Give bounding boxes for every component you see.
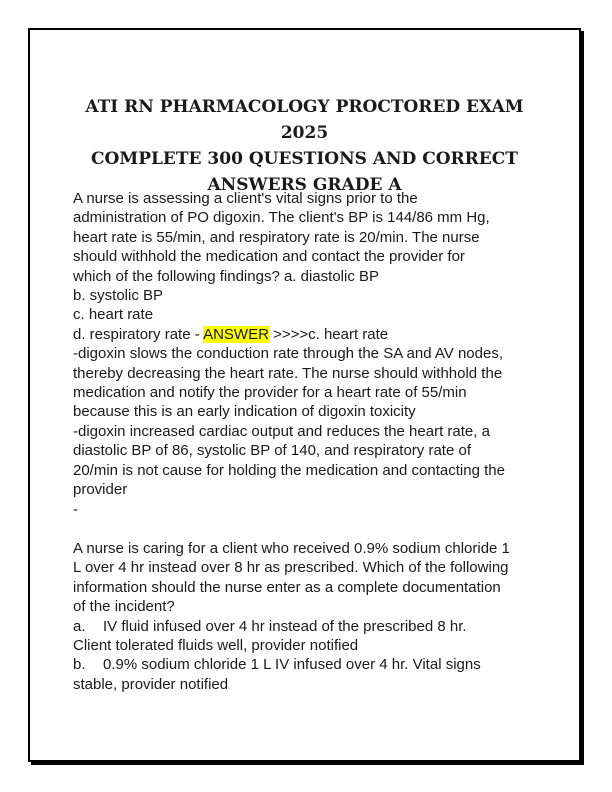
- question-stem-line: should withhold the medication and contact the provider for: [73, 248, 465, 266]
- option-letter: a.: [73, 617, 86, 635]
- question-stem-line: information should the nurse enter as a complete documentation: [73, 578, 501, 596]
- document-title: [30, 94, 579, 198]
- question-stem-line: of the incident?: [73, 598, 175, 616]
- option-a: [73, 617, 543, 636]
- rationale-line: -digoxin slows the conduction rate through the SA and AV nodes,: [73, 345, 504, 363]
- rationale-line: because this is an early indication of digoxin toxicity: [73, 403, 416, 421]
- question-stem-line: administration of PO digoxin. The client's BP is 144/86 mm Hg,: [73, 209, 490, 227]
- option-text: IV fluid infused over 4 hr instead of the prescribed 8 hr.: [103, 617, 467, 635]
- option-a-continued: Client tolerated fluids well, provider notified: [73, 637, 359, 655]
- option-b-continued: stable, provider notified: [73, 675, 229, 693]
- question-stem-line: L over 4 hr instead over 8 hr as prescribed. Which of the following: [73, 559, 509, 577]
- rationale-line: provider: [73, 481, 128, 499]
- answer-text: >>>>c. heart rate: [268, 325, 389, 343]
- option-d-answer-line: [73, 325, 543, 344]
- answer-label-highlight: ANSWER: [203, 325, 269, 343]
- question-2: [73, 539, 543, 694]
- option-c: c. heart rate: [73, 306, 154, 324]
- question-stem-line: heart rate is 55/min, and respiratory rate is 20/min. The nurse: [73, 228, 480, 246]
- title-line: ANSWERS GRADE A: [207, 175, 402, 195]
- question-1: [73, 189, 543, 519]
- question-stem-line: A nurse is caring for a client who received 0.9% sodium chloride 1: [73, 540, 510, 557]
- rationale-line: -: [73, 500, 78, 518]
- option-letter: b.: [73, 656, 86, 674]
- option-b: [73, 655, 543, 674]
- document-page: [28, 28, 581, 762]
- option-d: d. respiratory rate -: [73, 325, 204, 343]
- question-stem-line: A nurse is assessing a client's vital signs prior to the: [73, 190, 418, 207]
- rationale-line: 20/min is not cause for holding the medication and contacting the: [73, 461, 505, 479]
- rationale-line: diastolic BP of 86, systolic BP of 140, and respiratory rate of: [73, 442, 471, 460]
- rationale-line: -digoxin increased cardiac output and reduces the heart rate, a: [73, 422, 490, 440]
- option-b: b. systolic BP: [73, 287, 164, 305]
- question-stem-line: which of the following findings? a. diastolic BP: [73, 267, 380, 285]
- option-text: 0.9% sodium chloride 1 L IV infused over 4 hr. Vital signs: [103, 656, 481, 674]
- rationale-line: thereby decreasing the heart rate. The nurse should withhold the: [73, 364, 503, 382]
- title-line: ATI RN PHARMACOLOGY PROCTORED EXAM 2025: [85, 97, 524, 143]
- title-line: COMPLETE 300 QUESTIONS AND CORRECT: [91, 149, 518, 169]
- rationale-line: medication and notify the provider for a heart rate of 55/min: [73, 384, 467, 402]
